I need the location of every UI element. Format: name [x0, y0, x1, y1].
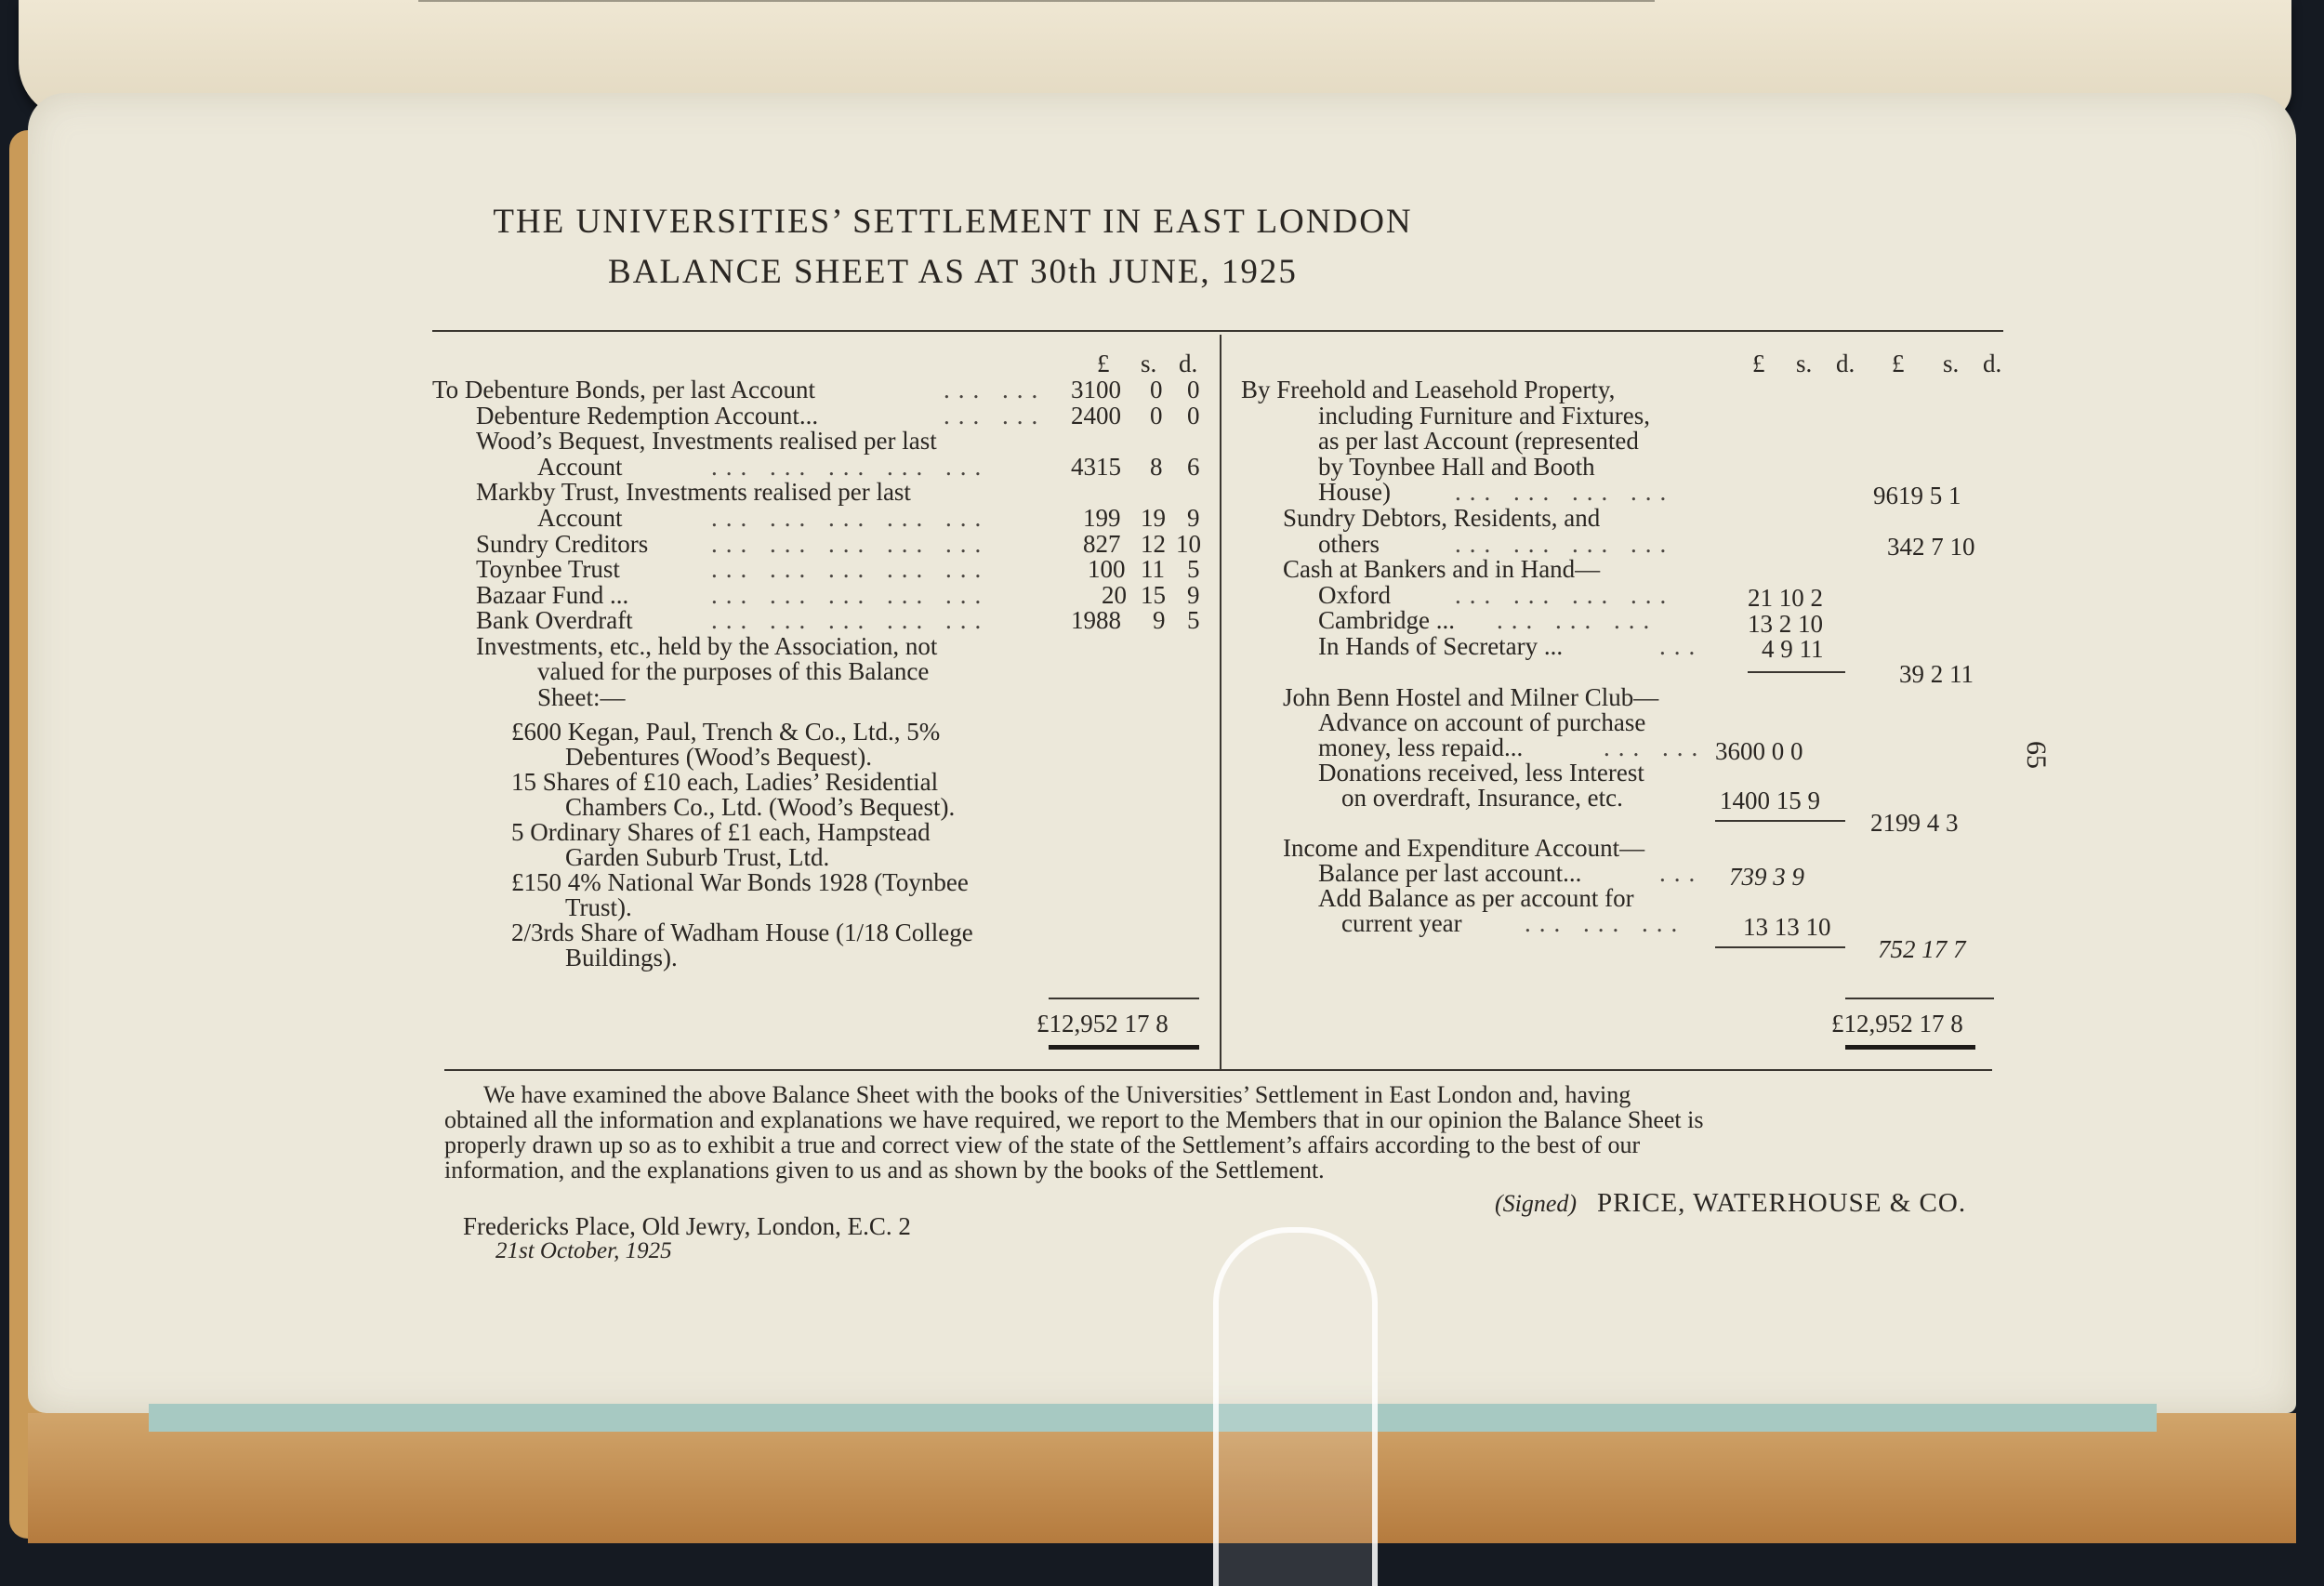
liability-line: Sheet:— — [537, 683, 626, 711]
leader-dots: ... ... ... ... ... — [711, 606, 990, 634]
investment-line: 5 Ordinary Shares of £1 each, Hampstead — [511, 818, 931, 846]
subtotal-rule — [1715, 820, 1845, 822]
amount-shillings: 19 — [1141, 504, 1166, 532]
total-rule-top — [1845, 998, 1994, 999]
signed-prefix: (Signed) — [1495, 1190, 1578, 1217]
investment-line: 2/3rds Share of Wadham House (1/18 College — [511, 919, 973, 946]
freehold-amount: 9619 5 1 — [1873, 482, 1961, 509]
amount-pounds: 3100 — [1071, 376, 1121, 403]
document-subtitle: BALANCE SHEET AS AT 30th JUNE, 1925 — [608, 253, 1298, 291]
investment-line: £600 Kegan, Paul, Trench & Co., Ltd., 5% — [511, 718, 941, 746]
investment-line: Garden Suburb Trust, Ltd. — [565, 843, 830, 871]
leader-dots: ... ... ... ... ... — [711, 504, 990, 532]
amount-shillings: 8 — [1150, 453, 1163, 481]
amount-shillings: 11 — [1141, 555, 1165, 583]
donations-amount: 1400 15 9 — [1720, 786, 1820, 814]
leader-dots: ... ... ... — [1497, 606, 1658, 634]
liability-line: Bazaar Fund ... — [476, 581, 629, 609]
amount-pence: 6 — [1187, 453, 1200, 481]
asset-line: Sundry Debtors, Residents, and — [1283, 504, 1601, 532]
asset-line: By Freehold and Leasehold Property, — [1241, 376, 1616, 403]
amount-shillings: 9 — [1153, 606, 1166, 634]
leader-dots: ... ... ... ... — [1455, 530, 1675, 558]
oxford-amount: 21 10 2 — [1748, 584, 1823, 612]
assets-total: £12,952 17 8 — [1831, 1010, 1963, 1038]
page-number: 65 — [2021, 741, 2052, 769]
audit-statement-line: obtained all the information and explanations we have required, we report to the Members that in our opinion the Balance Sheet is — [444, 1106, 1704, 1133]
amount-pence: 9 — [1187, 581, 1200, 609]
pence-header: d. — [1179, 350, 1198, 377]
total-rule-top — [1049, 998, 1199, 999]
liability-line: Account — [537, 453, 623, 481]
auditor-address: Fredericks Place, Old Jewry, London, E.C. 2 — [463, 1212, 911, 1240]
auditor-firm: PRICE, WATERHOUSE & CO. — [1597, 1188, 1967, 1218]
investment-line: 15 Shares of £10 each, Ladies’ Residential — [511, 768, 939, 796]
audit-statement-line: information, and the explanations given to us and as shown by the books of the Settlement. — [444, 1156, 1325, 1183]
bottom-rule — [444, 1069, 1992, 1071]
column-divider — [1220, 335, 1221, 1069]
investment-line: Trust). — [565, 893, 632, 921]
amount-pounds: 2400 — [1071, 402, 1121, 430]
amount-pounds: 199 — [1083, 504, 1121, 532]
amount-pence: 5 — [1187, 555, 1200, 583]
asset-line: others — [1318, 530, 1380, 558]
income-total: 752 17 7 — [1878, 935, 1966, 963]
leader-dots: ... ... ... ... — [1455, 581, 1675, 609]
pound-header: £ — [1097, 350, 1110, 377]
investment-line: Chambers Co., Ltd. (Wood’s Bequest). — [565, 793, 956, 821]
leader-dots: ... ... — [1604, 734, 1707, 761]
asset-line: money, less repaid... — [1318, 734, 1524, 761]
signature-date: 21st October, 1925 — [495, 1238, 672, 1263]
leader-dots: ... ... ... ... ... — [711, 581, 990, 609]
pound-header: £ — [1892, 350, 1905, 377]
document-title: THE UNIVERSITIES’ SETTLEMENT IN EAST LONDON — [493, 203, 1413, 241]
leader-dots: ... ... ... ... — [1455, 478, 1675, 506]
leader-dots: ... — [1659, 859, 1704, 887]
amount-pence: 0 — [1187, 376, 1200, 403]
asset-line: Add Balance as per account for — [1318, 884, 1634, 912]
liability-line: To Debenture Bonds, per last Account — [432, 376, 816, 403]
asset-line: John Benn Hostel and Milner Club— — [1283, 683, 1659, 711]
amount-pounds: 1988 — [1071, 606, 1121, 634]
amount-pounds: 4315 — [1071, 453, 1121, 481]
asset-line: Donations received, less Interest — [1318, 759, 1644, 786]
leader-dots: ... ... ... ... ... — [711, 555, 990, 583]
asset-line: In Hands of Secretary ... — [1318, 632, 1564, 660]
pence-header: d. — [1983, 350, 2002, 377]
cambridge-amount: 13 2 10 — [1748, 610, 1823, 638]
asset-line: current year — [1341, 909, 1462, 937]
leader-dots: ... ... ... ... ... — [711, 530, 990, 558]
asset-line: Income and Expenditure Account— — [1283, 834, 1645, 862]
balance-last-amount: 739 3 9 — [1729, 863, 1804, 891]
pound-header: £ — [1752, 350, 1765, 377]
asset-line: by Toynbee Hall and Booth — [1318, 453, 1595, 481]
asset-line: House) — [1318, 478, 1391, 506]
leader-dots: ... ... — [944, 402, 1047, 430]
amount-pence: 0 — [1187, 402, 1200, 430]
leader-dots: ... ... ... — [1525, 909, 1686, 937]
leader-dots: ... ... ... ... ... — [711, 453, 990, 481]
amount-pounds: 100 — [1088, 555, 1126, 583]
subtotal-rule — [1748, 671, 1845, 673]
amount-shillings: 12 — [1141, 530, 1166, 558]
amount-pounds: 20 — [1102, 581, 1127, 609]
leader-dots: ... — [1659, 632, 1704, 660]
asset-line: Advance on account of purchase — [1318, 708, 1646, 736]
liability-line: Debenture Redemption Account... — [476, 402, 819, 430]
amount-shillings: 0 — [1150, 402, 1163, 430]
glass-page-weight — [1213, 1227, 1378, 1586]
secretary-amount: 4 9 11 — [1762, 635, 1824, 663]
audit-statement-line: We have examined the above Balance Sheet with the books of the Universities’ Settlement in East London and, having — [483, 1081, 1631, 1108]
investment-line: £150 4% National War Bonds 1928 (Toynbee — [511, 868, 969, 896]
amount-pence: 5 — [1187, 606, 1200, 634]
shilling-header: s. — [1796, 350, 1813, 377]
liabilities-total: £12,952 17 8 — [1037, 1010, 1169, 1038]
top-rule — [432, 330, 2003, 332]
asset-line: Cambridge ... — [1318, 606, 1455, 634]
pence-header: d. — [1836, 350, 1855, 377]
asset-line: Cash at Bankers and in Hand— — [1283, 555, 1601, 583]
shilling-header: s. — [1141, 350, 1157, 377]
amount-shillings: 0 — [1150, 376, 1163, 403]
amount-shillings: 15 — [1141, 581, 1166, 609]
total-rule-double — [1845, 1045, 1975, 1050]
asset-line: Oxford — [1318, 581, 1391, 609]
amount-pounds: 827 — [1083, 530, 1121, 558]
cash-total: 39 2 11 — [1899, 660, 1974, 688]
subtotal-rule — [1715, 946, 1845, 948]
page-bottom-tint — [149, 1404, 2157, 1432]
debtors-amount: 342 7 10 — [1887, 533, 1975, 561]
liability-line: Sundry Creditors — [476, 530, 649, 558]
liability-line: valued for the purposes of this Balance — [537, 657, 930, 685]
liability-line: Markby Trust, Investments realised per last — [476, 478, 911, 506]
previous-page-rule — [418, 0, 1655, 2]
liability-line: Toynbee Trust — [476, 555, 620, 583]
liability-line: Account — [537, 504, 623, 532]
asset-line: as per last Account (represented — [1318, 427, 1639, 455]
amount-pence: 10 — [1176, 530, 1201, 558]
liability-line: Wood’s Bequest, Investments realised per last — [476, 427, 937, 455]
investment-line: Buildings). — [565, 944, 678, 971]
advance-amount: 3600 0 0 — [1715, 737, 1803, 765]
liability-line: Bank Overdraft — [476, 606, 633, 634]
asset-line: including Furniture and Fixtures, — [1318, 402, 1650, 430]
asset-line: Balance per last account... — [1318, 859, 1582, 887]
shilling-header: s. — [1943, 350, 1960, 377]
current-year-amount: 13 13 10 — [1743, 913, 1831, 941]
liability-line: Investments, etc., held by the Association, not — [476, 632, 938, 660]
audit-statement-line: properly drawn up so as to exhibit a true and correct view of the state of the Settlement’s affairs according to the best of our — [444, 1131, 1641, 1158]
amount-pence: 9 — [1187, 504, 1200, 532]
investment-line: Debentures (Wood’s Bequest). — [565, 743, 872, 771]
hostel-total: 2199 4 3 — [1870, 809, 1959, 837]
page-bottom-edge — [28, 1413, 2296, 1543]
total-rule-double — [1049, 1045, 1199, 1050]
leader-dots: ... ... — [944, 376, 1047, 403]
asset-line: on overdraft, Insurance, etc. — [1341, 784, 1623, 812]
